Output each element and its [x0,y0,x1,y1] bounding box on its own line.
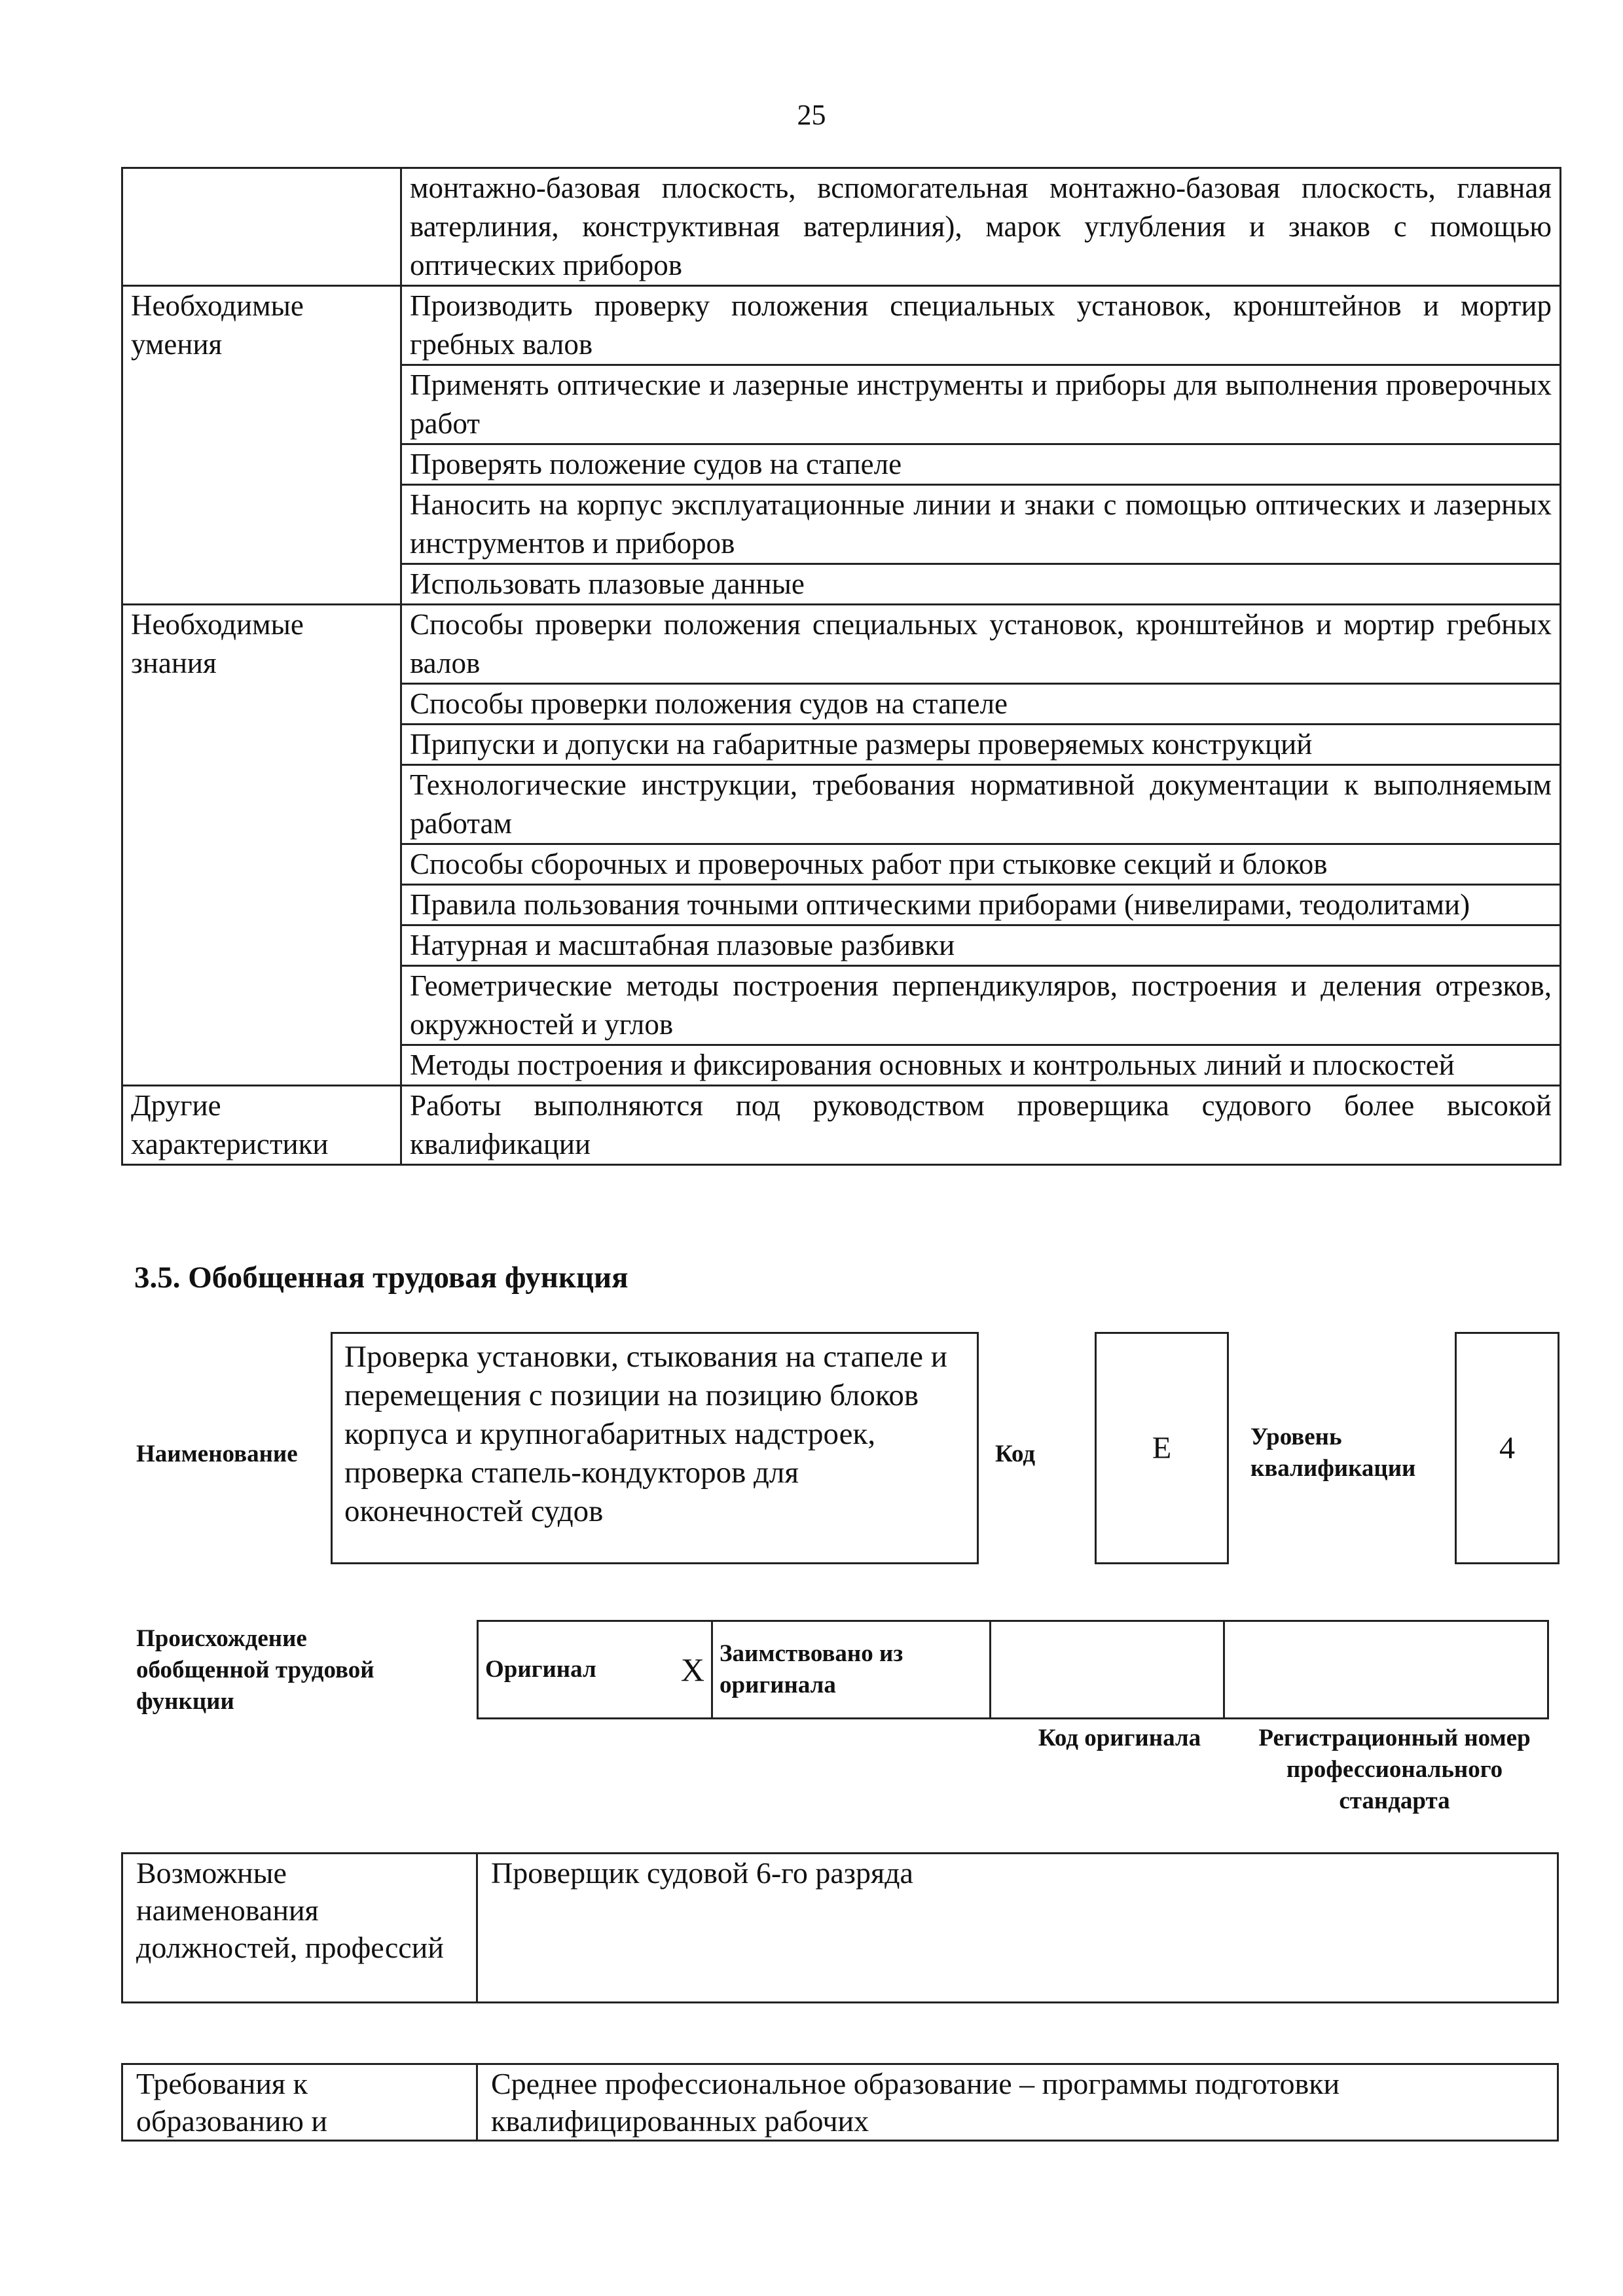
knowledge-item: Технологические инструкции, требования нормативной документации к выполняемым работам [401,765,1561,844]
skills-knowledge-table [121,167,1561,1166]
code-value-box: E [1095,1332,1229,1564]
knowledge-item: Геометрические методы построения перпендикуляров, построения и деления отрезков, окружностей и углов [401,966,1561,1045]
table-row [122,286,1561,365]
borrowed-label: Заимствовано из оригинала [712,1621,991,1719]
positions-label: Возможные наименования должностей, профессий [122,1854,477,2003]
positions-table [121,1852,1559,2003]
knowledge-label: Необходимые знания [122,605,401,1086]
education-table [121,2063,1559,2142]
knowledge-item: Методы построения и фиксирования основных и контрольных линий и плоскостей [401,1045,1561,1086]
original-cell [478,1621,712,1719]
skill-item: Производить проверку положения специальных установок, кронштейнов и мортир гребных валов [401,286,1561,365]
skills-label: Необходимые умения [122,286,401,605]
table-row [122,168,1561,286]
education-value: Среднее профессиональное образование – программы подготовки квалифицированных рабочих [477,2064,1558,2141]
table-row [122,1086,1561,1165]
knowledge-item: Способы проверки положения судов на стапеле [401,684,1561,725]
knowledge-item: Способы проверки положения специальных установок, кронштейнов и мортир гребных валов [401,605,1561,684]
level-value-box: 4 [1455,1332,1559,1564]
table-row [122,2064,1558,2141]
knowledge-item: Способы сборочных и проверочных работ при стыковке секций и блоков [401,844,1561,885]
code-label: Код [995,1441,1036,1467]
knowledge-item: Натурная и масштабная плазовые разбивки [401,925,1561,966]
origin-label: Происхождение обобщенной трудовой функции [136,1625,374,1715]
other-text: Работы выполняются под руководством проверщика судового более высокой квалификации [401,1086,1561,1165]
reg-number-cell [1224,1621,1548,1719]
table-row [122,605,1561,684]
level-label: Уровень квалификации [1250,1424,1416,1482]
table-row [122,1854,1558,2003]
skill-item: Проверять положение судов на стапеле [401,444,1561,485]
original-label: Оригинал [485,1656,596,1683]
section-title: 3.5. Обобщенная трудовая функция [134,1261,629,1295]
table-row [478,1621,1548,1719]
code-original-cell [991,1621,1224,1719]
original-mark: X [680,1651,704,1688]
empty-label-cell [122,168,401,286]
code-original-label: Код оригинала [1038,1725,1201,1751]
origin-table [477,1620,1549,1719]
name-label: Наименование [136,1441,298,1467]
page-number: 25 [797,99,826,131]
skill-item: Наносить на корпус эксплуатационные линии и знаки с помощью оптических и лазерных инструментов и приборов [401,485,1561,564]
continuation-text: монтажно-базовая плоскость, вспомогательная монтажно-базовая плоскость, главная ватерлиния, конструктивная ватерлиния), марок углубления и знаков с помощью оптических приборов [401,168,1561,286]
reg-number-label: Регистрационный номер профессионального стандарта [1258,1725,1531,1814]
function-name-box: Проверка установки, стыкования на стапеле и перемещения с позиции на позицию блоков корпуса и крупногабаритных надстроек, проверка стапель-кондукторов для оконечностей судов [331,1332,979,1564]
knowledge-item: Правила пользования точными оптическими приборами (нивелирами, теодолитами) [401,885,1561,925]
skill-item: Использовать плазовые данные [401,564,1561,605]
education-label: Требования к образованию и [122,2064,477,2141]
skill-item: Применять оптические и лазерные инструменты и приборы для выполнения проверочных работ [401,365,1561,444]
knowledge-item: Припуски и допуски на габаритные размеры проверяемых конструкций [401,725,1561,765]
positions-value: Проверщик судовой 6-го разряда [477,1854,1558,2003]
other-label: Другие характеристики [122,1086,401,1165]
